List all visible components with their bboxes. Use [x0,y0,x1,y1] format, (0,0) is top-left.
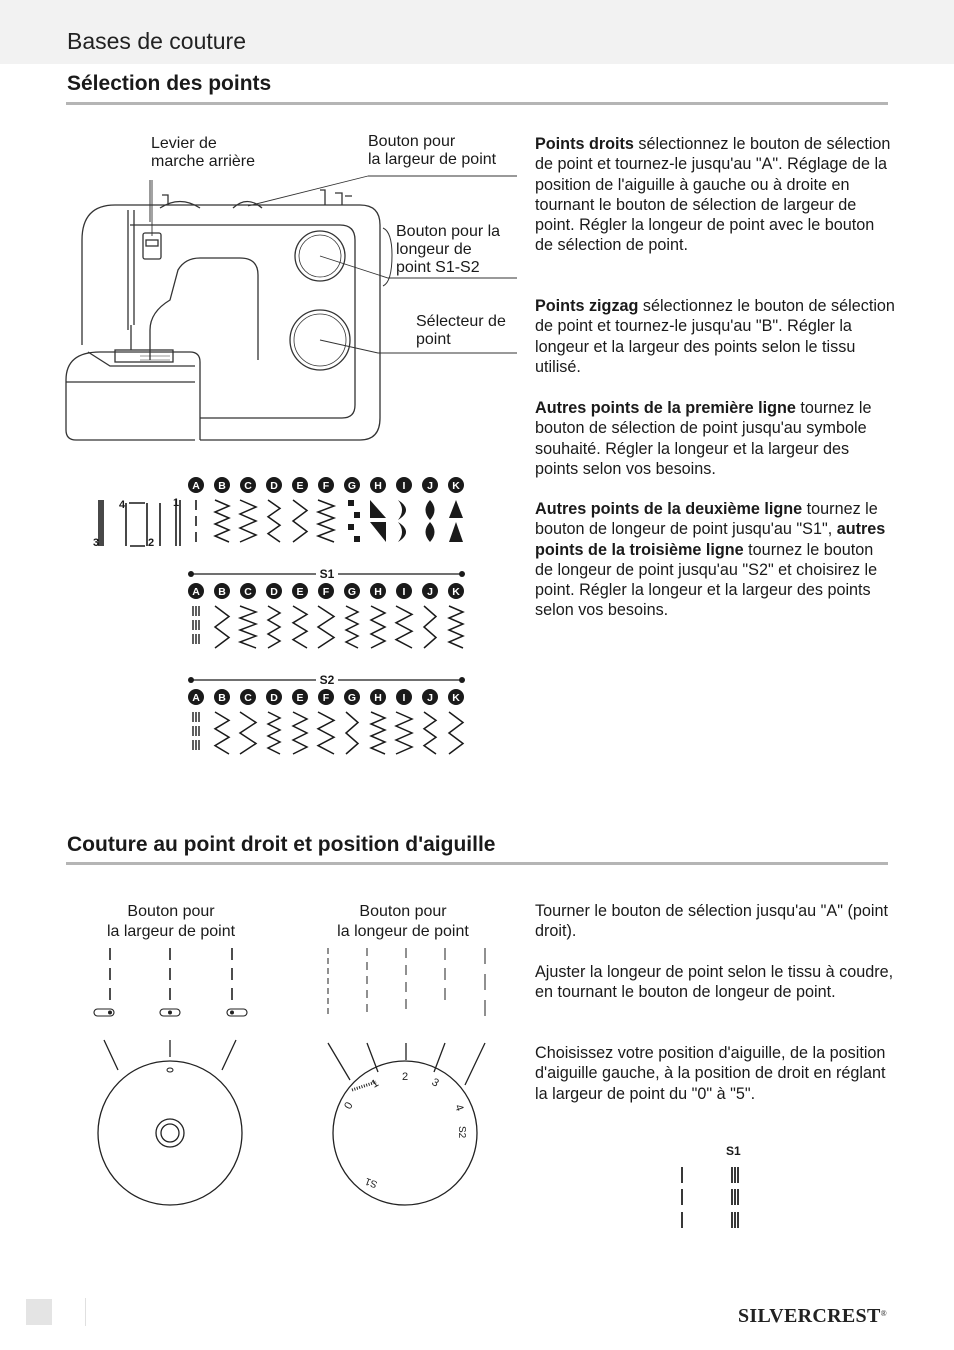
stitch-symbol [240,606,256,648]
dial-mark-4: 4 [452,1102,466,1113]
stitch-letter: G [347,692,357,704]
stitch-symbol [293,500,307,542]
page-number-box [26,1299,52,1325]
stitch-letter: G [347,480,357,492]
paragraph-select-a: Tourner le bouton de sélection jusqu'au "A" (point droit). [535,902,888,941]
s1-label: S1 [726,1144,741,1158]
stitch-letter: F [322,692,330,704]
stitch-letter: I [402,692,406,704]
dial-mark-0: 0 [342,1100,356,1112]
knob-diagrams [0,940,500,1220]
stitch-symbol [193,606,199,648]
dial-mark-s2: S2 [456,1126,467,1139]
stitch-symbol [240,712,256,754]
stitch-symbol [193,712,199,754]
stitch-letter: D [270,692,278,704]
buttonhole-number: 2 [148,537,155,549]
stitch-letter: C [244,692,252,704]
page-header-title: Bases de couture [67,28,247,54]
dial-mark-1: 1 [369,1077,381,1091]
stitch-symbol [293,712,307,754]
row-label: S1 [319,567,335,581]
stitch-symbol [215,712,229,754]
stitch-symbol [268,500,280,542]
stitch-symbol [424,606,436,648]
stitch-letter: D [270,586,278,598]
stitch-letter: H [374,480,382,492]
stitch-symbol [268,712,280,754]
stitch-symbol [370,500,386,542]
stitch-letter: E [296,586,304,598]
paragraph-second-third-row: Autres points de la deuxième ligne tournez le bouton de longeur de point jusqu'au "S1", autres points de la troisième ligne tournez le bouton de longeur de point jusqu'au "S2" et choisirez le point. Régler la longeur et la largeur des points selon vos besoins. [535,500,886,620]
stitch-letter: E [296,692,304,704]
stitch-symbol [318,606,334,648]
stitch-letter: J [427,480,433,492]
paragraph-straight-stitch: Points droits sélectionnez le bouton de sélection de point et tournez-le jusqu'au "A". Réglage de la position de l'aiguille à gauche ou à droite en tournant le bouton de sélection de largeur de point. Régler la longeur de point avec le bouton de sélection de point. [535,135,891,255]
label-width-knob-2: Bouton pour la largeur de point [106,903,236,940]
brand-logo: SILVERCREST® [737,1305,887,1327]
label-length-knob-2: Bouton pour la longeur de point [337,903,469,940]
stitch-letter: K [452,586,460,598]
section-title-stitch-selection: Sélection des points [67,72,272,95]
dial-mark-2: 2 [402,1071,409,1083]
stitch-symbol [293,606,307,648]
footer-divider [85,1298,86,1326]
stitch-letter: J [427,692,433,704]
stitch-symbol [318,712,334,754]
stitch-letter: B [218,480,226,492]
section-title-straight-stitch: Couture au point droit et position d'aiguille [67,833,496,856]
stitch-symbol [424,712,436,754]
stitch-letter: C [244,586,252,598]
stitch-letter: I [402,586,406,598]
row-divider-dot [459,677,465,683]
stitch-letter: K [452,692,460,704]
stitch-letter: G [347,586,357,598]
label-length-knob: Bouton pour la longeur de point S1-S2 [396,223,501,276]
paragraph-first-row: Autres points de la première ligne tournez le bouton de sélection de point jusqu'au symbole souhaité. Régler la longeur et la largeur des points selon vos besoins. [535,399,872,478]
stitch-letter: H [374,586,382,598]
stitch-letter: K [452,480,460,492]
stitch-letter: A [192,692,200,704]
stitch-letter: C [244,480,252,492]
dial-mark-3: 3 [429,1076,441,1090]
stitch-symbol [449,606,463,648]
section-rule [66,862,888,865]
paragraph-adjust-length: Ajuster la longeur de point selon le tissu à coudre, en tournant le bouton de longeur de point. [535,963,894,1002]
stitch-symbol [346,712,358,754]
paragraph-needle-position: Choisissez votre position d'aiguille, de la position d'aiguille gauche, à la position de droit en réglant la largeur de point du "0" à "5". [535,1044,886,1103]
stitch-symbol [371,606,385,648]
stitch-symbol [240,500,256,542]
row-divider-dot [188,571,194,577]
label-width-knob: Bouton pour la largeur de point [368,133,497,168]
label-reverse-lever: Levier de marche arrière [151,135,256,170]
stitch-symbol [449,500,463,542]
stitch-symbol [398,500,406,542]
stitch-symbol [215,606,229,648]
stitch-symbol [396,712,412,754]
buttonhole-number: 4 [119,499,126,511]
stitch-letter: I [402,480,406,492]
label-selector: Sélecteur de point [416,313,506,348]
stitch-letter: A [192,480,200,492]
stitch-symbol [396,606,412,648]
stitch-symbol [426,500,435,542]
straight-stitch-samples [670,1164,760,1234]
stitch-symbol [348,500,360,542]
stitch-letter: J [427,586,433,598]
paragraph-zigzag-stitch: Points zigzag sélectionnez le bouton de sélection de point et tournez-le jusqu'au "B". Régler la longeur et la largeur des points selon le tissu utilisé. [535,297,895,376]
stitch-letter: E [296,480,304,492]
buttonhole-diagram [99,500,180,546]
stitch-letter: F [322,586,330,598]
stitch-letter: B [218,692,226,704]
buttonhole-number: 3 [93,537,100,549]
row-divider-dot [459,571,465,577]
row-label: S2 [319,673,335,687]
stitch-symbol [371,712,385,754]
row-divider-dot [188,677,194,683]
stitch-symbol [449,712,463,754]
stitch-letter: B [218,586,226,598]
stitch-letter: F [322,480,330,492]
stitch-letter: A [192,586,200,598]
stitch-letter: D [270,480,278,492]
stitch-symbol [215,500,229,542]
buttonhole-number: 1 [173,497,180,509]
stitch-symbol [346,606,358,648]
stitch-symbol [268,606,280,648]
stitch-letter: H [374,692,382,704]
dial-mark-s1: S1 [363,1174,380,1190]
stitch-symbol [318,500,334,542]
